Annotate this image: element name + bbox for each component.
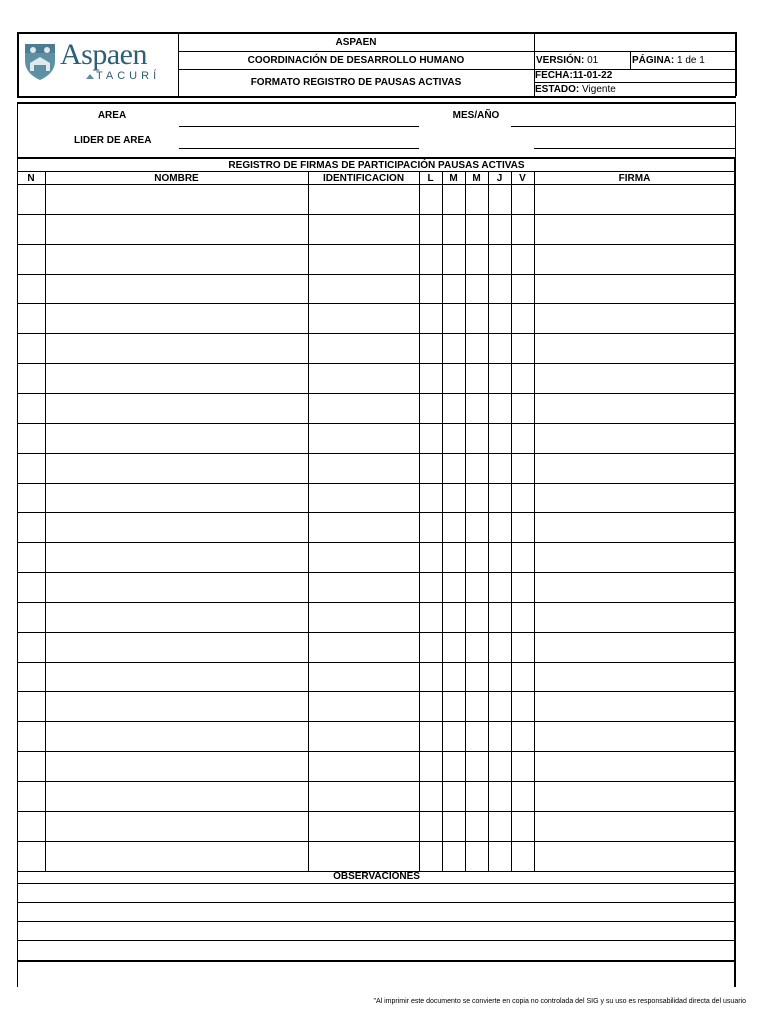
table-row bbox=[17, 781, 736, 782]
table-row bbox=[17, 244, 736, 245]
table-row bbox=[17, 662, 736, 663]
observation-line[interactable] bbox=[17, 940, 736, 941]
observation-line[interactable] bbox=[17, 902, 736, 903]
logo-triangle-icon bbox=[86, 74, 94, 79]
table-row bbox=[17, 303, 736, 304]
table-row bbox=[17, 274, 736, 275]
version-info bbox=[536, 55, 598, 66]
department-name: COORDINACIÓN DE DESARROLLO HUMANO bbox=[247, 55, 465, 66]
table-row bbox=[17, 721, 736, 722]
month-year-label: MES/AÑO bbox=[452, 110, 500, 121]
col-header-j: J bbox=[496, 173, 503, 184]
table-row bbox=[17, 602, 736, 603]
page-label: PÁGINA: bbox=[632, 55, 675, 66]
table-row bbox=[17, 453, 736, 454]
table-row bbox=[17, 483, 736, 484]
leader-field-line-right[interactable] bbox=[534, 148, 735, 149]
table-row bbox=[17, 333, 736, 334]
table-row bbox=[17, 632, 736, 633]
table-row bbox=[17, 512, 736, 513]
leader-field-line[interactable] bbox=[179, 148, 419, 149]
table-row bbox=[17, 811, 736, 812]
date-value: 11-01-22 bbox=[572, 70, 613, 81]
table-row bbox=[17, 542, 736, 543]
page-info bbox=[632, 55, 705, 66]
col-header-nombre: NOMBRE bbox=[154, 173, 199, 184]
table-title: REGISTRO DE FIRMAS DE PARTICIPACIÓN PAUSAS ACTIVAS bbox=[228, 160, 525, 171]
status-value: Vigente bbox=[582, 84, 616, 95]
version-value: 01 bbox=[587, 55, 599, 66]
col-header-firma: FIRMA bbox=[618, 173, 651, 184]
logo-subtitle: TACURÍ bbox=[96, 70, 161, 82]
logo-wordmark: Aspaen bbox=[60, 38, 147, 71]
observations-label: OBSERVACIONES bbox=[333, 871, 420, 882]
date-info bbox=[535, 70, 612, 81]
date-label: FECHA: bbox=[535, 70, 573, 81]
table-row bbox=[17, 841, 736, 842]
table-row bbox=[17, 572, 736, 573]
table-row bbox=[17, 363, 736, 364]
version-label: VERSIÓN: bbox=[536, 55, 585, 66]
col-header-m1: M bbox=[449, 173, 458, 184]
table-row bbox=[17, 393, 736, 394]
logo bbox=[20, 38, 176, 88]
area-field-line[interactable] bbox=[179, 126, 419, 127]
col-header-identificacion: IDENTIFICACION bbox=[322, 173, 405, 184]
shield-icon bbox=[22, 41, 58, 81]
col-header-m2: M bbox=[472, 173, 481, 184]
month-year-field-line[interactable] bbox=[511, 126, 735, 127]
col-header-n: N bbox=[27, 173, 35, 184]
area-label: AREA bbox=[97, 110, 127, 121]
status-info bbox=[535, 84, 616, 95]
table-row bbox=[17, 423, 736, 424]
footnote: "Al imprimir este documento se convierte en copia no controlada del SIG y su uso es responsabilidad directa del usuario bbox=[373, 998, 746, 1005]
table-row bbox=[17, 751, 736, 752]
leader-label: LIDER DE AREA bbox=[74, 135, 152, 146]
col-header-v: V bbox=[519, 173, 526, 184]
status-label: ESTADO: bbox=[535, 84, 580, 95]
observation-line[interactable] bbox=[17, 921, 736, 922]
page-value: 1 de 1 bbox=[677, 55, 705, 66]
col-header-l: L bbox=[427, 173, 434, 184]
org-name: ASPAEN bbox=[335, 37, 377, 48]
table-row bbox=[17, 691, 736, 692]
form-title: FORMATO REGISTRO DE PAUSAS ACTIVAS bbox=[250, 77, 462, 88]
table-row bbox=[17, 214, 736, 215]
